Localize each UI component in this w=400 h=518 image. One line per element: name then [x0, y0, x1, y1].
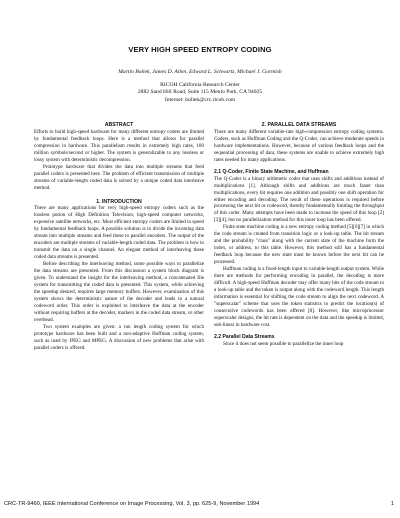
page-number: 1: [390, 501, 394, 507]
affiliation-address: 2882 Sand Hill Road, Suite 115 Menlo Park, CA 94025: [137, 89, 263, 96]
right-column: [214, 122, 384, 348]
introduction-heading: 1. INTRODUCTION: [96, 198, 142, 205]
section-2-2-heading: 2.2 Parallel Data Streams: [214, 333, 275, 340]
affiliation-org: RICOH California Research Center: [160, 82, 240, 88]
page-footer: [4, 501, 394, 507]
abstract-paragraph-1: Efforts to build high-speed hardware for many different entropy coders are limited by fundamental feedback loops. Here is a method that allows for parallel compression in hardware. This parallelism results in extremely high rates, 100 million symbols/second or higher. The system is generalizable to any lossless or lossy system with deterministic decompression.: [34, 128, 204, 163]
section-2-heading: 2. PARALLEL DATA STREAMS: [261, 122, 337, 128]
paper-authors: Martin Boliek, James D. Allen, Edward L. Schwartz, Michael J. Gormish: [118, 69, 282, 75]
introduction-paragraph-2: Before describing the interleaving method, some possible ways to parallelize the data streams are presented. From this discussion a system block diagram is given. To understand the insight for the interleaving method, a concatenated file system for transmitting the coded data is presented. This system, while achieving the speedup desired, requires large memory buffers. However, examination of this system shows the deterministic nature of the decoder and leads to a natural codeword order. This order is exploited to interleave the data at the encoder without requiring buffers at the decoder, markers in the coded data stream, or other overhead.: [34, 261, 204, 323]
introduction-paragraph-1: There are many applications for very high-speed entropy coders such as the lossless potion of High Definition Television, high-speed computer networks, expensive satellite networks, etc. Most efficient entropy coders are limited in speed by fundamental feedback loops. A possible solution is to divide the incoming data stream into multiple streams and feed these to parallel encoders. The output of the encoders are multiple streams of variable-length coded data. The problem is how to transmit the data on a single channel. An elegant method of interleaving these coded data streams is presented.: [34, 205, 204, 261]
section-2-1-paragraph-2: Finite state machine coding is a new entropy coding method [5][6][7] in which the code stream is created from transition logic or a look-up table. The bit stream and the probability "class" along with the current state of the machine form the index, or address, to this table. However, this method still has a fundamental feedback loop because the new state must be known before the next bit can be processed.: [214, 224, 384, 266]
affiliation-email: Internet: boliek@crc.ricoh.com: [164, 96, 236, 103]
affiliation-block: [0, 82, 400, 104]
left-column: [34, 122, 204, 352]
footer-citation: CRC-TR-9460, IEEE International Conference on Image Processing, Vol. 3, pp. 625-9, November 1994: [4, 501, 260, 507]
section-2-1-paragraph-3: Huffman coding is a fixed-length input to variable-length output system. While there are methods for performing encoding in parallel, the decoding is more difficult. A high-speed Huffman decoder may offer many bits of the code stream to a look-up table and the token is output along with the codeword length. This length information is essential for shifting the code stream to align the next codeword. A "superscalar" scheme that uses the token statistics to predict the location(s) of consecutive codewords has been offered [8]. However, like microprocessor superscaler designs, the hit rate is dependent on the data and the speedup is limited, sub-linear in hardware cost.: [214, 266, 385, 328]
paper-title: VERY HIGH SPEED ENTROPY CODING: [128, 45, 272, 54]
abstract-heading: ABSTRACT: [104, 122, 134, 128]
section-2-2-paragraph-1: Since it does not seem possible to parallelize the inner loop: [223, 340, 344, 347]
section-2-1-paragraph-1: The Q-Coder is a binary arithmetic coder that uses shifts and additions instead of multiplications [1]. Although shifts and additions are much faster than multiplications, every bit requires one addition and possibly one shift operation for either encoding and decoding. The result of these operations is required before processing the next bit or codeword, thereby fundamentally limiting the throughput of this coder. Many attempts have been made to increase the speed of this loop [2][3][4], but no parallelization method for this inner loop has been offered.: [214, 175, 384, 224]
introduction-paragraph-3: Two system examples are given: a run length coding system for which prototype hardware has been built and a non-adaptive Huffman coding system, such as used by JPEG and MPEG. A discussion of new problems that arise with parallel coders is offered.: [34, 323, 204, 351]
section-2-1-heading: 2.1 Q-Coder, Finite State Machine, and Huffman: [214, 168, 329, 175]
abstract-paragraph-2: Prototype hardware that divides the data into multiple streams that feed parallel coders is presented here. The problem of efficient transmission of multiple streams of variable-length coded data is solved by a unique coded data interleave method.: [34, 163, 204, 191]
section-2-paragraph-1: There are many different variable-rate high-compression entropy coding systems. Coders, such as Huffman Coding and the Q-Coder, can achieve moderate speeds in hardware implementations. However, because of various feedback loops and the sequential processing of data, these systems are unable to achieve extremely high rates needed for many applications.: [214, 128, 384, 163]
